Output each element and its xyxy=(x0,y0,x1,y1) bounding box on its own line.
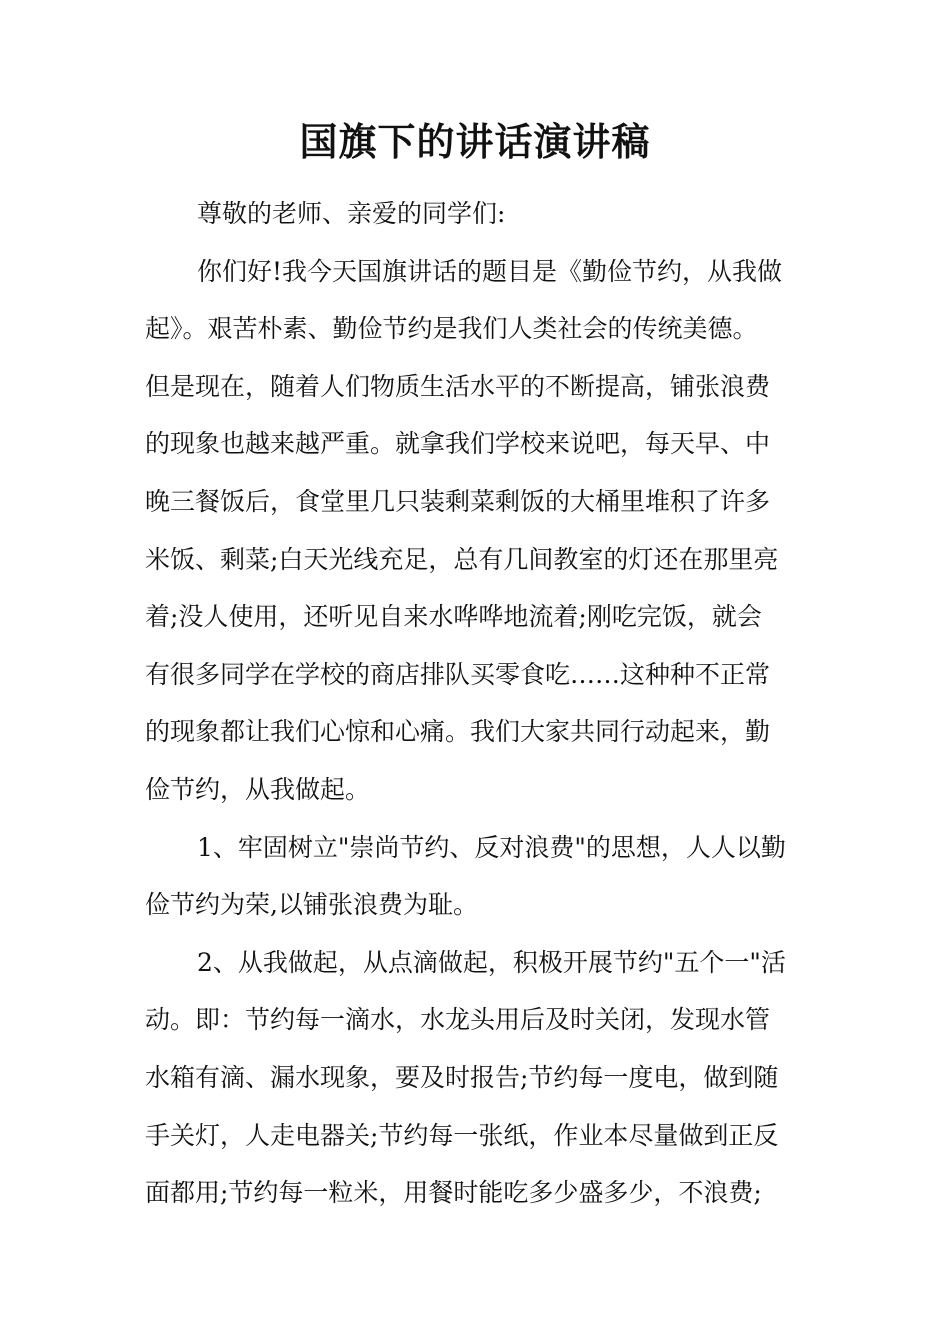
text-line: 俭节约，从我做起。 xyxy=(145,774,371,804)
document-body xyxy=(145,185,809,1222)
intro-paragraph xyxy=(145,243,809,819)
point-1-paragraph xyxy=(145,819,809,934)
point-2-paragraph xyxy=(145,934,809,1222)
greeting-paragraph xyxy=(145,185,809,243)
text-line: 俭节约为荣,以铺张浪费为耻。 xyxy=(145,890,478,920)
page-title: 国旗下的讲话演讲稿 xyxy=(299,119,651,164)
text-line: 手关灯，人走电器关;节约每一张纸，作业本尽量做到正反 xyxy=(145,1120,779,1150)
text-line: 水箱有滴、漏水现象，要及时报告;节约每一度电，做到随 xyxy=(145,1062,779,1092)
text-line: 2、从我做起，从点滴做起，积极开展节约"五个一"活 xyxy=(197,947,786,977)
text-line: 起》。艰苦朴素、勤俭节约是我们人类社会的传统美德。 xyxy=(145,314,758,344)
text-line: 1、牢固树立"崇尚节约、反对浪费"的思想，人人以勤 xyxy=(197,832,786,862)
text-line: 着;没人使用，还听见自来水哗哗地流着;刚吃完饭，就会 xyxy=(145,602,762,632)
text-line: 有很多同学在学校的商店排队买零食吃……这种种不正常 xyxy=(145,659,771,689)
text-line: 的现象也越来越严重。就拿我们学校来说吧，每天早、中 xyxy=(145,429,771,459)
text-line: 面都用;节约每一粒米，用餐时能吃多少盛多少，不浪费; xyxy=(145,1178,762,1208)
text-line: 尊敬的老师、亲爱的同学们: xyxy=(197,199,506,228)
text-line: 米饭、剩菜;白天光线充足，总有几间教室的灯还在那里亮 xyxy=(145,544,779,574)
text-line: 你们好!我今天国旗讲话的题目是《勤俭节约，从我做 xyxy=(197,256,783,286)
text-line: 晚三餐饭后，食堂里几只装剩菜剩饭的大桶里堆积了许多 xyxy=(145,486,771,516)
text-line: 但是现在，随着人们物质生活水平的不断提高，铺张浪费 xyxy=(145,371,771,401)
text-line: 动。即：节约每一滴水，水龙头用后及时关闭，发现水管 xyxy=(145,1005,771,1035)
text-line: 的现象都让我们心惊和心痛。我们大家共同行动起来，勤 xyxy=(145,717,771,747)
